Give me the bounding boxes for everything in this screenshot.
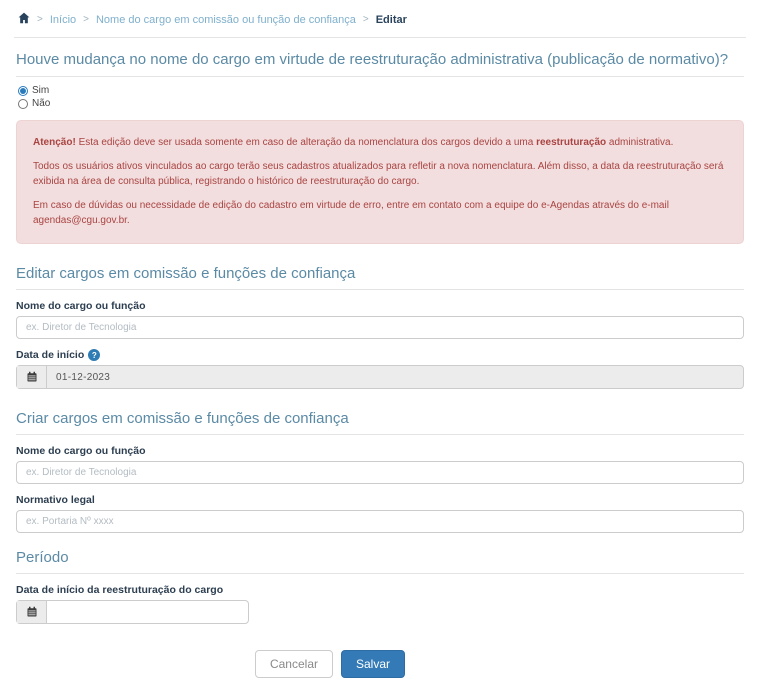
edit-date-input bbox=[47, 366, 743, 388]
edit-date-label bbox=[16, 349, 744, 361]
normative-label: Normativo legal bbox=[16, 494, 95, 506]
period-date-group bbox=[16, 600, 249, 624]
restructure-radio-group bbox=[16, 77, 744, 109]
help-icon[interactable]: ? bbox=[88, 349, 100, 361]
breadcrumb-item-inicio[interactable]: Início bbox=[49, 13, 77, 26]
form-actions bbox=[16, 650, 744, 678]
create-name-input[interactable] bbox=[16, 461, 744, 484]
radio-sim-label: Sim bbox=[32, 85, 50, 96]
edit-date-group bbox=[16, 365, 744, 389]
period-date-label: Data de início da reestruturação do cargo bbox=[16, 584, 224, 596]
save-button[interactable]: Salvar bbox=[341, 650, 405, 678]
calendar-icon bbox=[17, 366, 47, 388]
calendar-icon[interactable] bbox=[17, 601, 47, 623]
alert-paragraph-3: Em caso de dúvidas ou necessidade de edição do cadastro em virtude de erro, entre em contato com a equipe do e-Agendas através do e-mail agendas@cgu.gov.br. bbox=[33, 200, 669, 226]
breadcrumb-item-cargo[interactable]: Nome do cargo em comissão ou função de confiança bbox=[95, 13, 356, 26]
normative-input[interactable] bbox=[16, 510, 744, 533]
edit-name-label: Nome do cargo ou função bbox=[16, 300, 146, 312]
warning-alert bbox=[16, 120, 744, 244]
breadcrumb bbox=[16, 8, 744, 33]
alert-paragraph-1 bbox=[33, 135, 727, 150]
edit-date-label-text: Data de início bbox=[16, 349, 85, 361]
alert-restructure-bold: reestruturação bbox=[536, 137, 607, 148]
period-date-input[interactable] bbox=[47, 601, 248, 623]
alert-text: Esta edição deve ser usada somente em caso de alteração da nomenclatura dos cargos devido a uma bbox=[75, 137, 537, 148]
radio-sim[interactable] bbox=[18, 86, 28, 96]
radio-nao[interactable] bbox=[18, 99, 28, 109]
radio-nao-label: Não bbox=[32, 98, 51, 109]
edit-section-title: Editar cargos em comissão e funções de confiança bbox=[16, 265, 744, 290]
edit-name-input[interactable] bbox=[16, 316, 744, 339]
radio-option-nao[interactable] bbox=[18, 98, 744, 109]
period-section-title: Período bbox=[16, 549, 744, 574]
alert-paragraph-2: Todos os usuários ativos vinculados ao cargo terão seus cadastros atualizados para refletir a nova nomenclatura. Além disso, a data da reestruturação será exibida na área de consulta pública, registrando o histórico de reestruturação do cargo. bbox=[33, 161, 724, 187]
cancel-button[interactable]: Cancelar bbox=[255, 650, 333, 678]
breadcrumb-home-link[interactable] bbox=[18, 12, 30, 27]
alert-text: administrativa. bbox=[606, 137, 674, 148]
create-section-title: Criar cargos em comissão e funções de confiança bbox=[16, 410, 744, 435]
page-title: Houve mudança no nome do cargo em virtude de reestruturação administrativa (publicação de normativo)? bbox=[16, 38, 744, 77]
alert-attention-bold: Atenção! bbox=[33, 137, 76, 148]
home-icon bbox=[18, 12, 30, 27]
radio-option-sim[interactable] bbox=[18, 85, 744, 96]
create-name-label: Nome do cargo ou função bbox=[16, 445, 146, 457]
breadcrumb-separator: > bbox=[83, 14, 89, 25]
breadcrumb-separator: > bbox=[362, 14, 369, 25]
breadcrumb-separator: > bbox=[37, 14, 43, 25]
breadcrumb-current: Editar bbox=[375, 13, 407, 26]
